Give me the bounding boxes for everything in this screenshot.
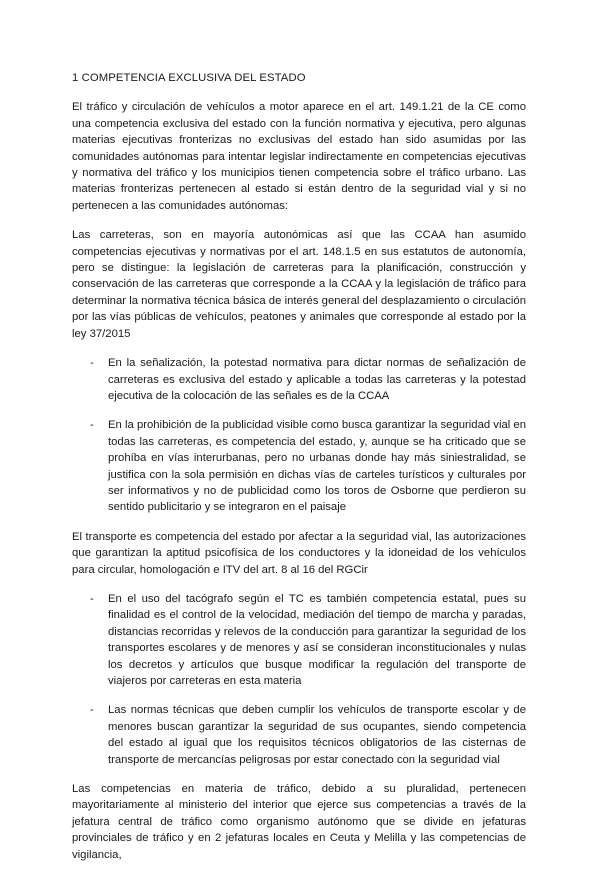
list-item <box>72 355 526 404</box>
list-item-text: En el uso del tacógrafo según el TC es también competencia estatal, pues su finalidad es el control de la velocidad, mediación del tiempo de marcha y paradas, distancias recorridas y relevos de la conducción para garantizar la seguridad de los transportes escolares y de menores y así se consideran inconstitucionales y nulas los decretos y artículos que busque modificar la regulación del transporte de viajeros por carreteras en esta materia <box>108 592 526 687</box>
section-heading: 1 COMPETENCIA EXCLUSIVA DEL ESTADO <box>72 72 306 84</box>
list-item-text: En la prohibición de la publicidad visible como busca garantizar la seguridad vial en todas las carreteras, es competencia del estado, y, aunque se ha criticado que se prohíba en vías interurbanas, pero no urbanas donde hay más siniestralidad, se justifica con la sola permisión en dichas vías de carteles turísticos y culturales por ser informativos y no de publicidad como los toros de Osborne que perdieron su sentido publicitario y se integraron en el paisaje <box>108 419 526 514</box>
list-item-text: Las normas técnicas que deben cumplir los vehículos de transporte escolar y de menores buscan garantizar la seguridad de sus ocupantes, siendo competencia del estado al igual que los requisitos técnicos obligatorios de las cisternas de transporte de mercancías peligrosas por estar conectado con la seguridad vial <box>108 704 526 766</box>
transport-paragraph: El transporte es competencia del estado por afectar a la seguridad vial, las autorizaciones que garantizan la aptitud psicofísica de los conductores y la idoneidad de los vehículos para circular, homologación e ITV del art. 8 al 16 del RGCir <box>72 530 526 576</box>
document-body <box>72 70 526 876</box>
competences-paragraph: Las competencias en materia de tráfico, debido a su pluralidad, pertenecen mayoritariamente al ministerio del interior que ejerce sus competencias a través de la jefatura central de tráfico como organismo autónomo que se divide en jefaturas provinciales de tráfico y en 2 jefaturas locales en Ceuta y Melilla y las competencias de vigilancia, <box>72 783 526 861</box>
list-item-text: En la señalización, la potestad normativa para dictar normas de señalización de carreteras es exclusiva del estado y aplicable a todas las carreteras y la potestad ejecutiva de la colocación de las señales es de la CCAA <box>108 357 526 402</box>
list-item <box>72 591 526 689</box>
dash-bullet: - <box>90 357 94 370</box>
roads-paragraph: Las carreteras, son en mayoría autonómicas así que las CCAA han asumido competencias ejecutivas y normativas por el art. 148.1.5 en sus estatutos de autonomía, pero se distingue: la legislación de carreteras para la planificación, construcción y conservación de las carreteras que corresponde a la CCAA y la legislación de tráfico para determinar la normativa técnica básica de interés general del desplazamiento o circulación por las vías públicas de vehículos, peatones y animales que corresponde al estado por la ley 37/2015 <box>72 229 526 340</box>
dash-bullet: - <box>90 419 94 432</box>
roads-list <box>72 355 526 516</box>
list-item <box>72 417 526 515</box>
list-item <box>72 702 526 768</box>
intro-paragraph: El tráfico y circulación de vehículos a motor aparece en el art. 149.1.21 de la CE como una competencia exclusiva del estado con la función normativa y ejecutiva, pero algunas materias ejecutivas fronterizas no exclusivas del estado han sido asumidas por las comunidades autónomas para intentar legislar indirectamente en competencias ejecutivas y normativa del tráfico y los municipios tienen competencia sobre el tráfico urbano. Las materias fronterizas pertenecen al estado si están dentro de la seguridad vial y si no pertenecen a las comunidades autónomas: <box>72 101 526 212</box>
dash-bullet: - <box>90 704 94 717</box>
dash-bullet: - <box>90 592 94 605</box>
transport-list <box>72 591 526 768</box>
